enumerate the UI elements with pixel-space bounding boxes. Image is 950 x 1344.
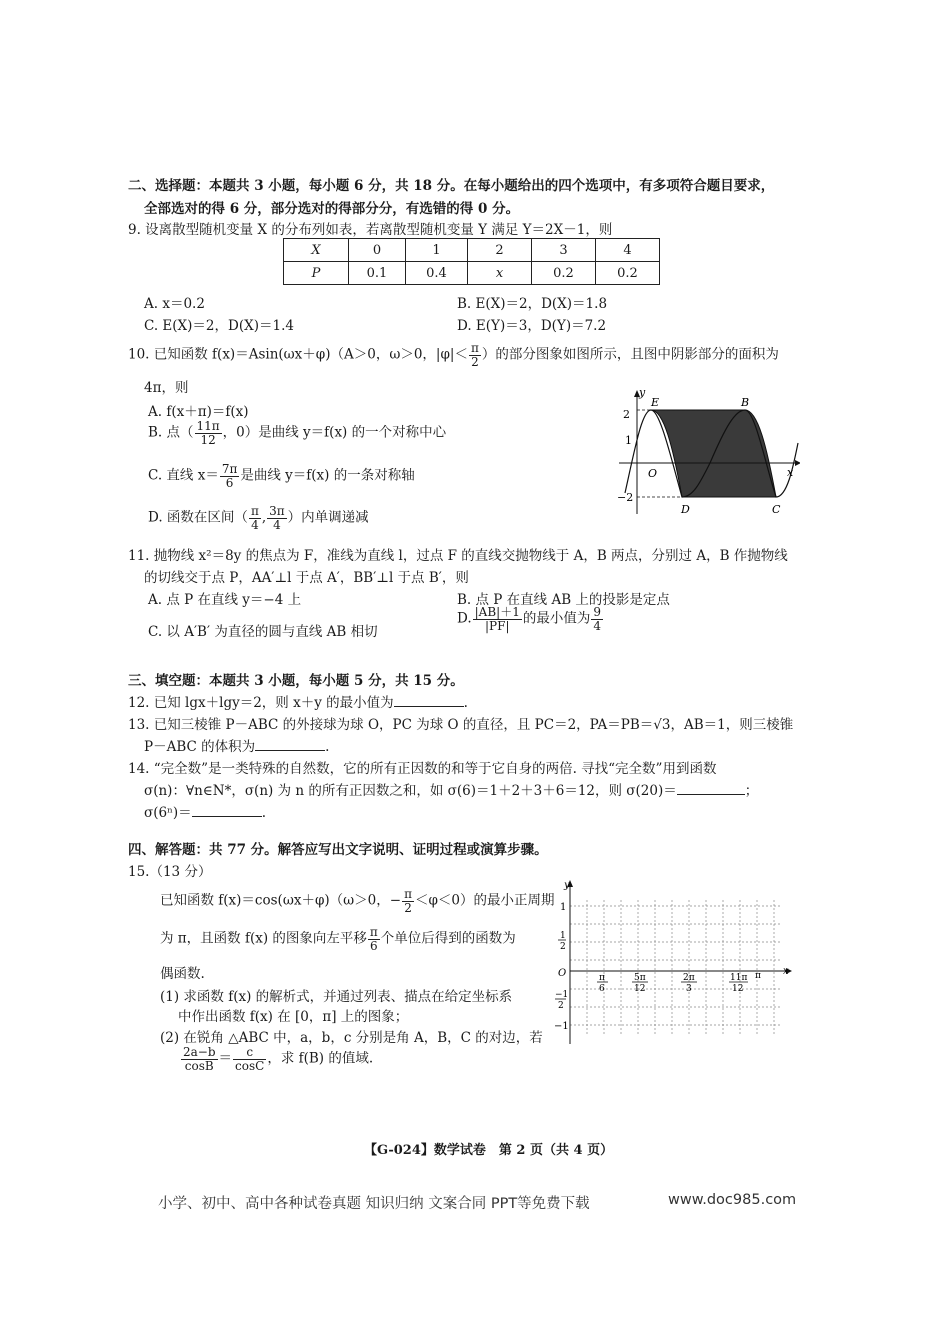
q13-line2 xyxy=(144,735,329,755)
x-axis-label: x xyxy=(783,966,789,977)
y-axis-label: y xyxy=(639,388,646,399)
q14-line1: 14. “完全数”是一类特殊的自然数，它的所有正因数的和等于它自身的两倍. 寻找“完全数”用到函数 xyxy=(128,761,717,777)
denominator: 4 xyxy=(273,517,281,532)
table-cell: 0.2 xyxy=(596,262,660,285)
denominator: cosC xyxy=(235,1058,265,1073)
x-tick-5pi12-den: 12 xyxy=(634,984,646,994)
table-cell: 0.2 xyxy=(532,262,596,285)
tick-minus-2: −2 xyxy=(617,491,634,504)
q14-end: . xyxy=(261,805,266,821)
denominator: 2 xyxy=(471,354,479,369)
x-tick-pi: π xyxy=(755,971,761,981)
q12-text: 12. 已知 lgx＋lgy＝2，则 x＋y 的最小值为 xyxy=(128,695,394,711)
x-tick-11pi12-den: 12 xyxy=(732,984,744,994)
x-axis-arrow xyxy=(795,460,800,466)
x-tick-2pi3-num: 2π xyxy=(683,973,695,983)
q15-para2-part1: 为 π，且函数 f(x) 的图象向左平移 xyxy=(160,930,367,947)
q15-sub1-line2: 中作出函数 f(x) 在 [0，π] 上的图象； xyxy=(178,1009,409,1025)
denominator: cosB xyxy=(184,1058,214,1073)
y-tick-neg-1: −1 xyxy=(554,1021,569,1032)
answer-blank xyxy=(677,782,745,795)
q13-line1: 13. 已知三棱锥 P－ABC 的外接球为球 O，PC 为球 O 的直径，且 PC＝2，PA＝PB＝√3，AB＝1，则三棱锥 xyxy=(128,717,794,733)
section2-header-line1: 二、选择题：本题共 3 小题，每小题 6 分，共 18 分。在每小题给出的四个选项中，有多项符合题目要求， xyxy=(128,178,775,194)
fraction xyxy=(267,505,287,531)
point-d-label: D xyxy=(681,503,690,516)
q15-para1-part1: 已知函数 f(x)＝cos(ωx＋φ)（ω＞0，− xyxy=(160,892,402,909)
fraction xyxy=(591,606,603,632)
q10-stem-part2: ）的部分图象如图所示，且图中阴影部分的面积为 xyxy=(481,346,779,363)
table-cell: P xyxy=(284,262,349,285)
q15-para2-part2: 个单位后得到的函数为 xyxy=(380,930,516,947)
q11-option-d-part1: D. xyxy=(457,610,472,627)
table-cell: x xyxy=(468,262,532,285)
fraction xyxy=(195,420,222,446)
denominator: 4 xyxy=(593,618,601,633)
q9-option-a: A. x＝0.2 xyxy=(144,296,205,312)
numerator: 9 xyxy=(593,605,601,619)
numerator: 2a−b xyxy=(183,1045,216,1059)
numerator: 7π xyxy=(221,462,238,476)
q15-sub1-line1: (1) 求函数 f(x) 的解析式，并通过列表、描点在给定坐标系 xyxy=(160,989,513,1005)
table-cell: 1 xyxy=(406,239,468,262)
denominator: 6 xyxy=(225,475,234,490)
q11-option-d-part2: 的最小值为 xyxy=(522,610,591,627)
y-tick-neg-half-den: 2 xyxy=(558,1001,564,1011)
answer-blank xyxy=(255,738,325,751)
q10-option-a: A. f(x＋π)＝f(x) xyxy=(148,404,249,420)
fraction xyxy=(469,342,481,368)
table-row xyxy=(284,262,660,285)
q10-option-c xyxy=(148,463,415,489)
q9-distribution-table xyxy=(283,238,660,285)
numerator: π xyxy=(470,341,479,355)
q11-option-a: A. 点 P 在直线 y＝−4 上 xyxy=(148,592,302,608)
q12-end: . xyxy=(463,695,468,711)
fraction xyxy=(368,926,380,952)
q9-option-b: B. E(X)＝2，D(X)＝1.8 xyxy=(457,296,608,312)
numerator: π xyxy=(404,887,412,901)
q10-sine-graph xyxy=(615,388,800,520)
q10-option-d: D. 函数在区间（ $\frac{\pi}{4}$ , $\frac{3\pi}{4}$ ）内单调递减 xyxy=(148,504,369,532)
x-tick-pi6-den: 6 xyxy=(599,984,605,994)
table-cell: 2 xyxy=(468,239,532,262)
q9-stem: 9. 设离散型随机变量 X 的分布列如表，若离散型随机变量 Y 满足 Y＝2X－1，则 xyxy=(128,222,613,238)
numerator: 11π xyxy=(196,419,220,433)
answer-blank xyxy=(394,694,464,707)
fraction xyxy=(402,888,414,914)
q15-para2 xyxy=(160,926,516,952)
numerator: c xyxy=(233,1046,266,1060)
table-cell: 4 xyxy=(596,239,660,262)
q15-sub2-part2: ，求 f(B) 的值域. xyxy=(267,1050,374,1067)
q15-para1-part2: ＜φ＜0）的最小正周期 xyxy=(414,892,555,909)
q15-sub2-line2 xyxy=(180,1046,373,1072)
numerator: |AB|＋1 xyxy=(474,605,520,619)
tick-2: 2 xyxy=(623,408,630,421)
q10-stem-line2: 4π，则 xyxy=(144,380,189,396)
point-b-label: B xyxy=(741,396,750,409)
table-row xyxy=(284,239,660,262)
section2-header-line2: 全部选对的得 6 分，部分选对的得部分分，有选错的得 0 分。 xyxy=(144,201,520,217)
q12 xyxy=(128,691,468,711)
table-cell: 0.1 xyxy=(349,262,406,285)
numerator: π xyxy=(250,504,259,518)
q15-para3: 偶函数. xyxy=(160,966,205,982)
fraction xyxy=(473,606,522,632)
q10-option-c-part1: C. 直线 x＝ xyxy=(148,467,219,484)
q10-option-c-part2: 是曲线 y＝f(x) 的一条对称轴 xyxy=(240,467,415,484)
x-axis-label: x xyxy=(787,466,794,479)
table-cell: 3 xyxy=(532,239,596,262)
download-banner: 小学、初中、高中各种试卷真题 知识归纳 文案合同 PPT等免费下载 xyxy=(158,1196,590,1212)
q14-text: σ(n)：∀n∈N*，σ(n) 为 n 的所有正因数之和，如 σ(6)＝1＋2＋3＋6＝12，则 σ(20)＝ xyxy=(144,783,677,799)
grid-lines xyxy=(570,900,780,1036)
table-cell: 0.4 xyxy=(406,262,468,285)
x-tick-pi6-num: π xyxy=(599,973,605,983)
q11-option-b: B. 点 P 在直线 AB 上的投影是定点 xyxy=(457,592,670,608)
numerator: π xyxy=(369,925,378,939)
table-cell: 0 xyxy=(349,239,406,262)
denominator: |PF| xyxy=(485,618,510,633)
q14-line3 xyxy=(144,801,266,821)
q11-option-d xyxy=(457,606,604,632)
page-footer-label: 【G-024】数学试卷 第 2 页（共 4 页） xyxy=(364,1143,614,1158)
q9-option-d: D. E(Y)＝3，D(Y)＝7.2 xyxy=(457,318,607,334)
q15-title: 15.（13 分） xyxy=(128,864,212,880)
equals-sign: ＝ xyxy=(218,1050,233,1067)
answer-blank xyxy=(192,804,262,817)
q15-sub2-line1: (2) 在锐角 △ABC 中，a，b，c 分别是角 A，B，C 的对边，若 xyxy=(160,1030,543,1046)
q14-line2 xyxy=(144,779,758,799)
q10-stem xyxy=(128,342,779,368)
x-tick-11pi12-num: 11π xyxy=(730,973,748,983)
q9-option-c: C. E(X)＝2，D(X)＝1.4 xyxy=(144,318,294,334)
q11-line2: 的切线交于点 P，AA′⊥l 于点 A′，BB′⊥l 于点 B′，则 xyxy=(144,570,469,586)
point-e-label: E xyxy=(651,396,660,409)
q14-separator: ； xyxy=(744,783,759,799)
denominator: 12 xyxy=(200,432,216,447)
site-url-link[interactable]: www.doc985.com xyxy=(668,1192,797,1208)
q15-coordinate-grid xyxy=(550,876,795,1048)
y-tick-half-num: 1 xyxy=(560,931,566,941)
fraction xyxy=(249,505,261,531)
origin-label: O xyxy=(558,968,567,979)
q10-option-b xyxy=(148,420,446,446)
q11-line1: 11. 抛物线 x²＝8y 的焦点为 F，准线为直线 l，过点 F 的直线交抛物线于 A，B 两点，分别过 A，B 作抛物线 xyxy=(128,548,788,564)
q10-stem-part1: 10. 已知函数 f(x)＝Asin(ωx＋φ)（A＞0，ω＞0，|φ|＜ xyxy=(128,346,468,363)
q13-end: . xyxy=(325,739,330,755)
fraction xyxy=(220,463,240,489)
q10-option-d-part1: D. 函数在区间（ xyxy=(148,509,248,526)
numerator: 3π xyxy=(269,504,285,518)
denominator: 6 xyxy=(370,938,378,953)
q14-text2: σ(6ⁿ)＝ xyxy=(144,805,192,821)
x-tick-2pi3-den: 3 xyxy=(686,984,692,994)
q11-option-c: C. 以 A′B′ 为直径的圆与直线 AB 相切 xyxy=(148,624,378,640)
fraction xyxy=(181,1046,218,1072)
denominator: 2 xyxy=(404,900,412,915)
q15-para1 xyxy=(160,888,555,914)
origin-label: O xyxy=(648,467,658,480)
y-tick-1: 1 xyxy=(560,902,567,913)
denominator: 4 xyxy=(251,517,259,532)
q10-option-b-part1: B. 点（ xyxy=(148,424,194,441)
q13-text: P－ABC 的体积为 xyxy=(144,739,256,755)
fraction xyxy=(233,1046,266,1072)
section3-header: 三、填空题：本题共 3 小题，每小题 5 分，共 15 分。 xyxy=(128,673,464,689)
y-tick-neg-half-num: −1 xyxy=(555,990,569,1000)
section4-header: 四、解答题：共 77 分。解答应写出文字说明、证明过程或演算步骤。 xyxy=(128,842,548,858)
q10-option-b-part2: ，0）是曲线 y＝f(x) 的一个对称中心 xyxy=(222,424,447,441)
tick-1: 1 xyxy=(625,434,632,447)
table-cell: X xyxy=(284,239,349,262)
point-c-label: C xyxy=(772,503,781,516)
x-tick-5pi12-num: 5π xyxy=(634,973,646,983)
y-tick-half-den: 2 xyxy=(560,942,566,952)
q10-option-d-part2: ）内单调递减 xyxy=(287,509,369,526)
y-axis-label: y xyxy=(564,880,570,891)
